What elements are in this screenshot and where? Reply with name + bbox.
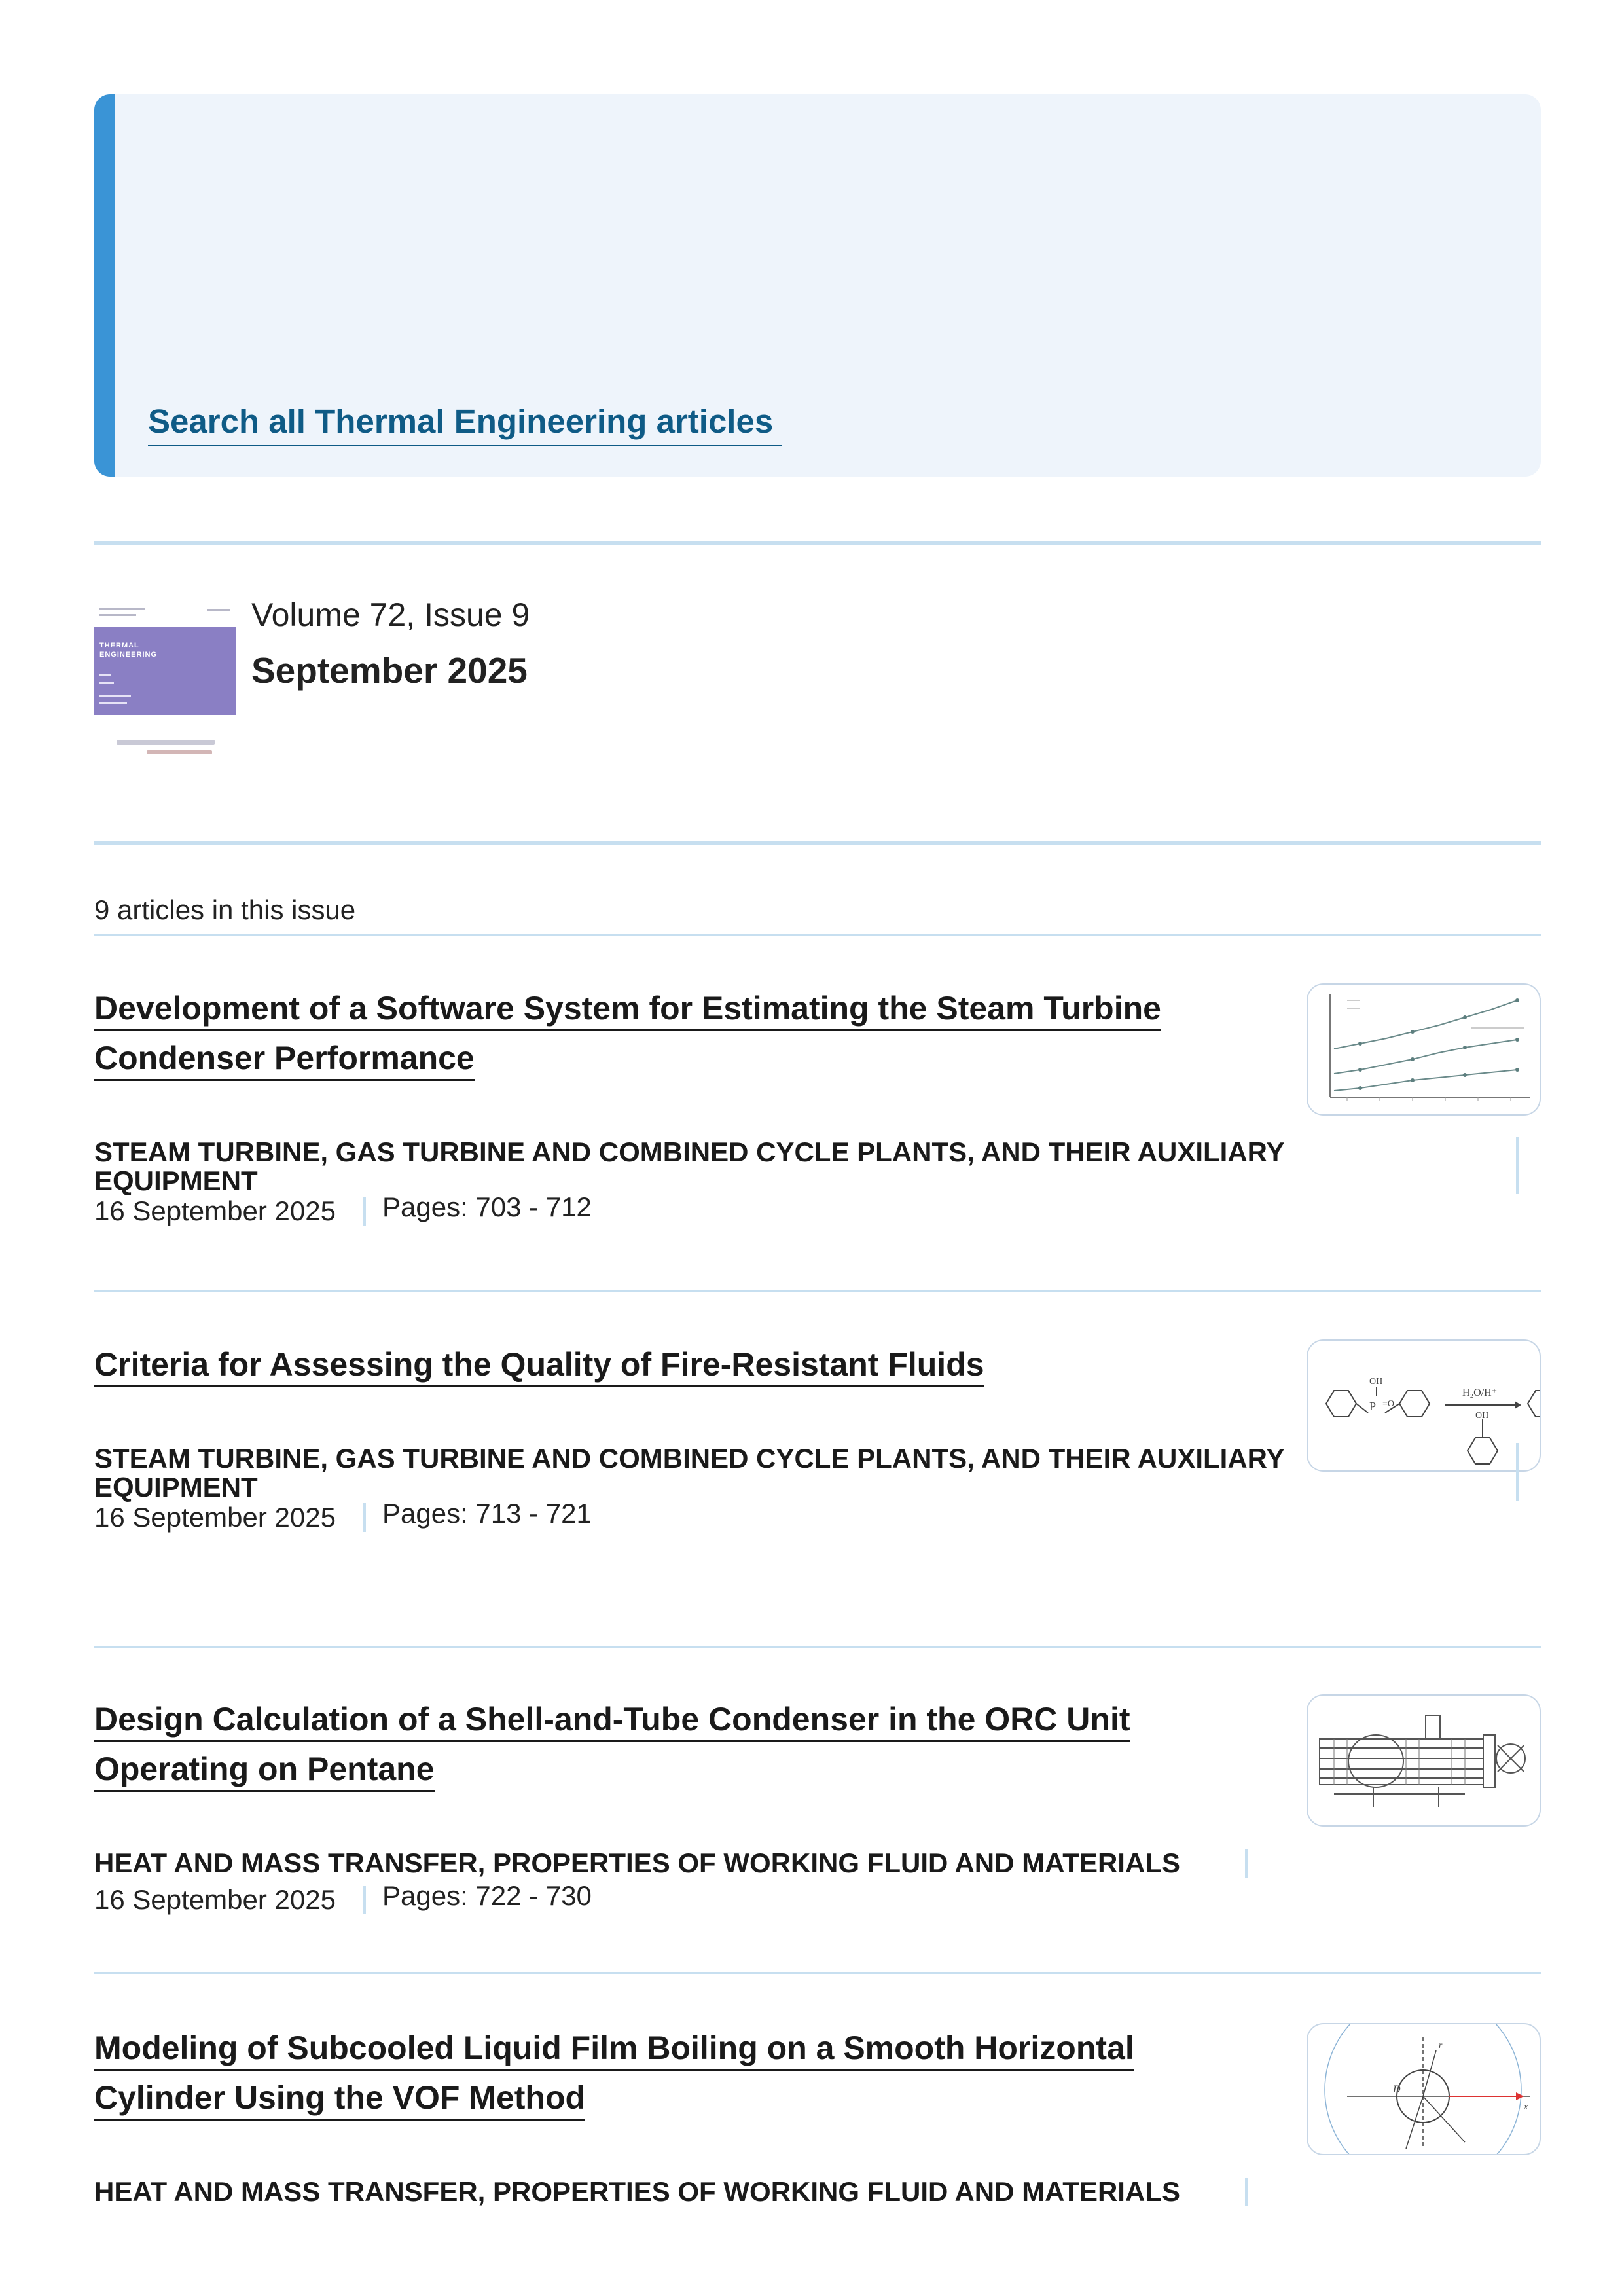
- article-pages: Pages: 722 - 730: [382, 1880, 592, 1911]
- cylinder-geometry-thumbnail[interactable]: [1307, 2023, 1541, 2155]
- divider: [94, 934, 1541, 936]
- journal-cover-image[interactable]: [94, 601, 236, 771]
- divider: [94, 841, 1541, 845]
- article-title-line-2[interactable]: Operating on Pentane: [94, 1751, 435, 1792]
- separator: [1516, 1443, 1519, 1501]
- article-date: 16 September 2025: [94, 1195, 336, 1226]
- divider: [94, 1290, 1541, 1292]
- publisher-logo: [117, 740, 215, 745]
- article-item: [94, 983, 1541, 1245]
- divider: [94, 1972, 1541, 1974]
- article-subject: STEAM TURBINE, GAS TURBINE AND COMBINED CYCLE PLANTS, AND THEIR AUXILIARY EQUIPMENT: [94, 1443, 1284, 1503]
- article-title-line-1[interactable]: Design Calculation of a Shell-and-Tube Condenser in the ORC Unit: [94, 1701, 1130, 1742]
- condenser-drawing-thumbnail[interactable]: [1307, 1694, 1541, 1827]
- svg-text:OH: OH: [1369, 1377, 1383, 1387]
- line-chart-thumbnail[interactable]: [1307, 983, 1541, 1116]
- cover-title-line-1: THERMAL: [99, 642, 139, 649]
- search-all-articles-link[interactable]: Search all Thermal Engineering articles: [148, 402, 782, 446]
- article-item: [94, 1694, 1541, 1956]
- divider: [94, 541, 1541, 545]
- issue-date-label: September 2025: [251, 650, 528, 691]
- article-title-link[interactable]: [94, 1694, 1194, 1794]
- divider: [94, 1646, 1541, 1648]
- search-card: [94, 94, 1541, 477]
- separator: [363, 1886, 366, 1914]
- article-title-line-2[interactable]: Condenser Performance: [94, 1040, 475, 1081]
- article-subject: HEAT AND MASS TRANSFER, PROPERTIES OF WORKING FLUID AND MATERIALS: [94, 1848, 1180, 1878]
- separator: [1516, 1137, 1519, 1194]
- article-title-link[interactable]: [94, 983, 1194, 1083]
- search-card-accent-bar: [94, 94, 115, 477]
- svg-text:H₂O/H⁺: H₂O/H⁺: [1462, 1387, 1498, 1398]
- svg-text:=O: =O: [1382, 1399, 1395, 1409]
- volume-issue-label: Volume 72, Issue 9: [251, 596, 530, 633]
- article-title-line-1[interactable]: Modeling of Subcooled Liquid Film Boiling on a Smooth Horizontal: [94, 2030, 1134, 2071]
- separator: [363, 1503, 366, 1532]
- separator: [1245, 1849, 1248, 1878]
- article-date: 16 September 2025: [94, 1502, 336, 1533]
- separator: [1245, 2178, 1248, 2206]
- article-subject: HEAT AND MASS TRANSFER, PROPERTIES OF WORKING FLUID AND MATERIALS: [94, 2176, 1180, 2207]
- svg-text:x: x: [1524, 2102, 1528, 2112]
- article-item: [94, 1339, 1541, 1601]
- cover-title-line-2: ENGINEERING: [99, 651, 158, 659]
- article-title-line-1[interactable]: Criteria for Assessing the Quality of Fire-Resistant Fluids: [94, 1346, 984, 1387]
- publisher-sublogo: [147, 750, 212, 754]
- article-date: 16 September 2025: [94, 1884, 336, 1915]
- article-pages: Pages: 703 - 712: [382, 1192, 592, 1222]
- article-subject: STEAM TURBINE, GAS TURBINE AND COMBINED CYCLE PLANTS, AND THEIR AUXILIARY EQUIPMENT: [94, 1137, 1284, 1196]
- svg-text:OH: OH: [1475, 1411, 1489, 1421]
- article-pages: Pages: 713 - 721: [382, 1498, 592, 1529]
- article-item: [94, 2023, 1541, 2259]
- article-title-link[interactable]: [94, 1339, 1194, 1389]
- cover-band: [94, 627, 236, 715]
- article-title-line-1[interactable]: Development of a Software System for Estimating the Steam Turbine: [94, 990, 1161, 1031]
- svg-text:D: D: [1393, 2084, 1401, 2095]
- article-title-link[interactable]: [94, 2023, 1194, 2123]
- separator: [363, 1197, 366, 1226]
- article-count: 9 articles in this issue: [94, 894, 356, 925]
- svg-text:r: r: [1439, 2041, 1443, 2050]
- svg-text:P: P: [1369, 1400, 1377, 1413]
- article-title-line-2[interactable]: Cylinder Using the VOF Method: [94, 2079, 585, 2121]
